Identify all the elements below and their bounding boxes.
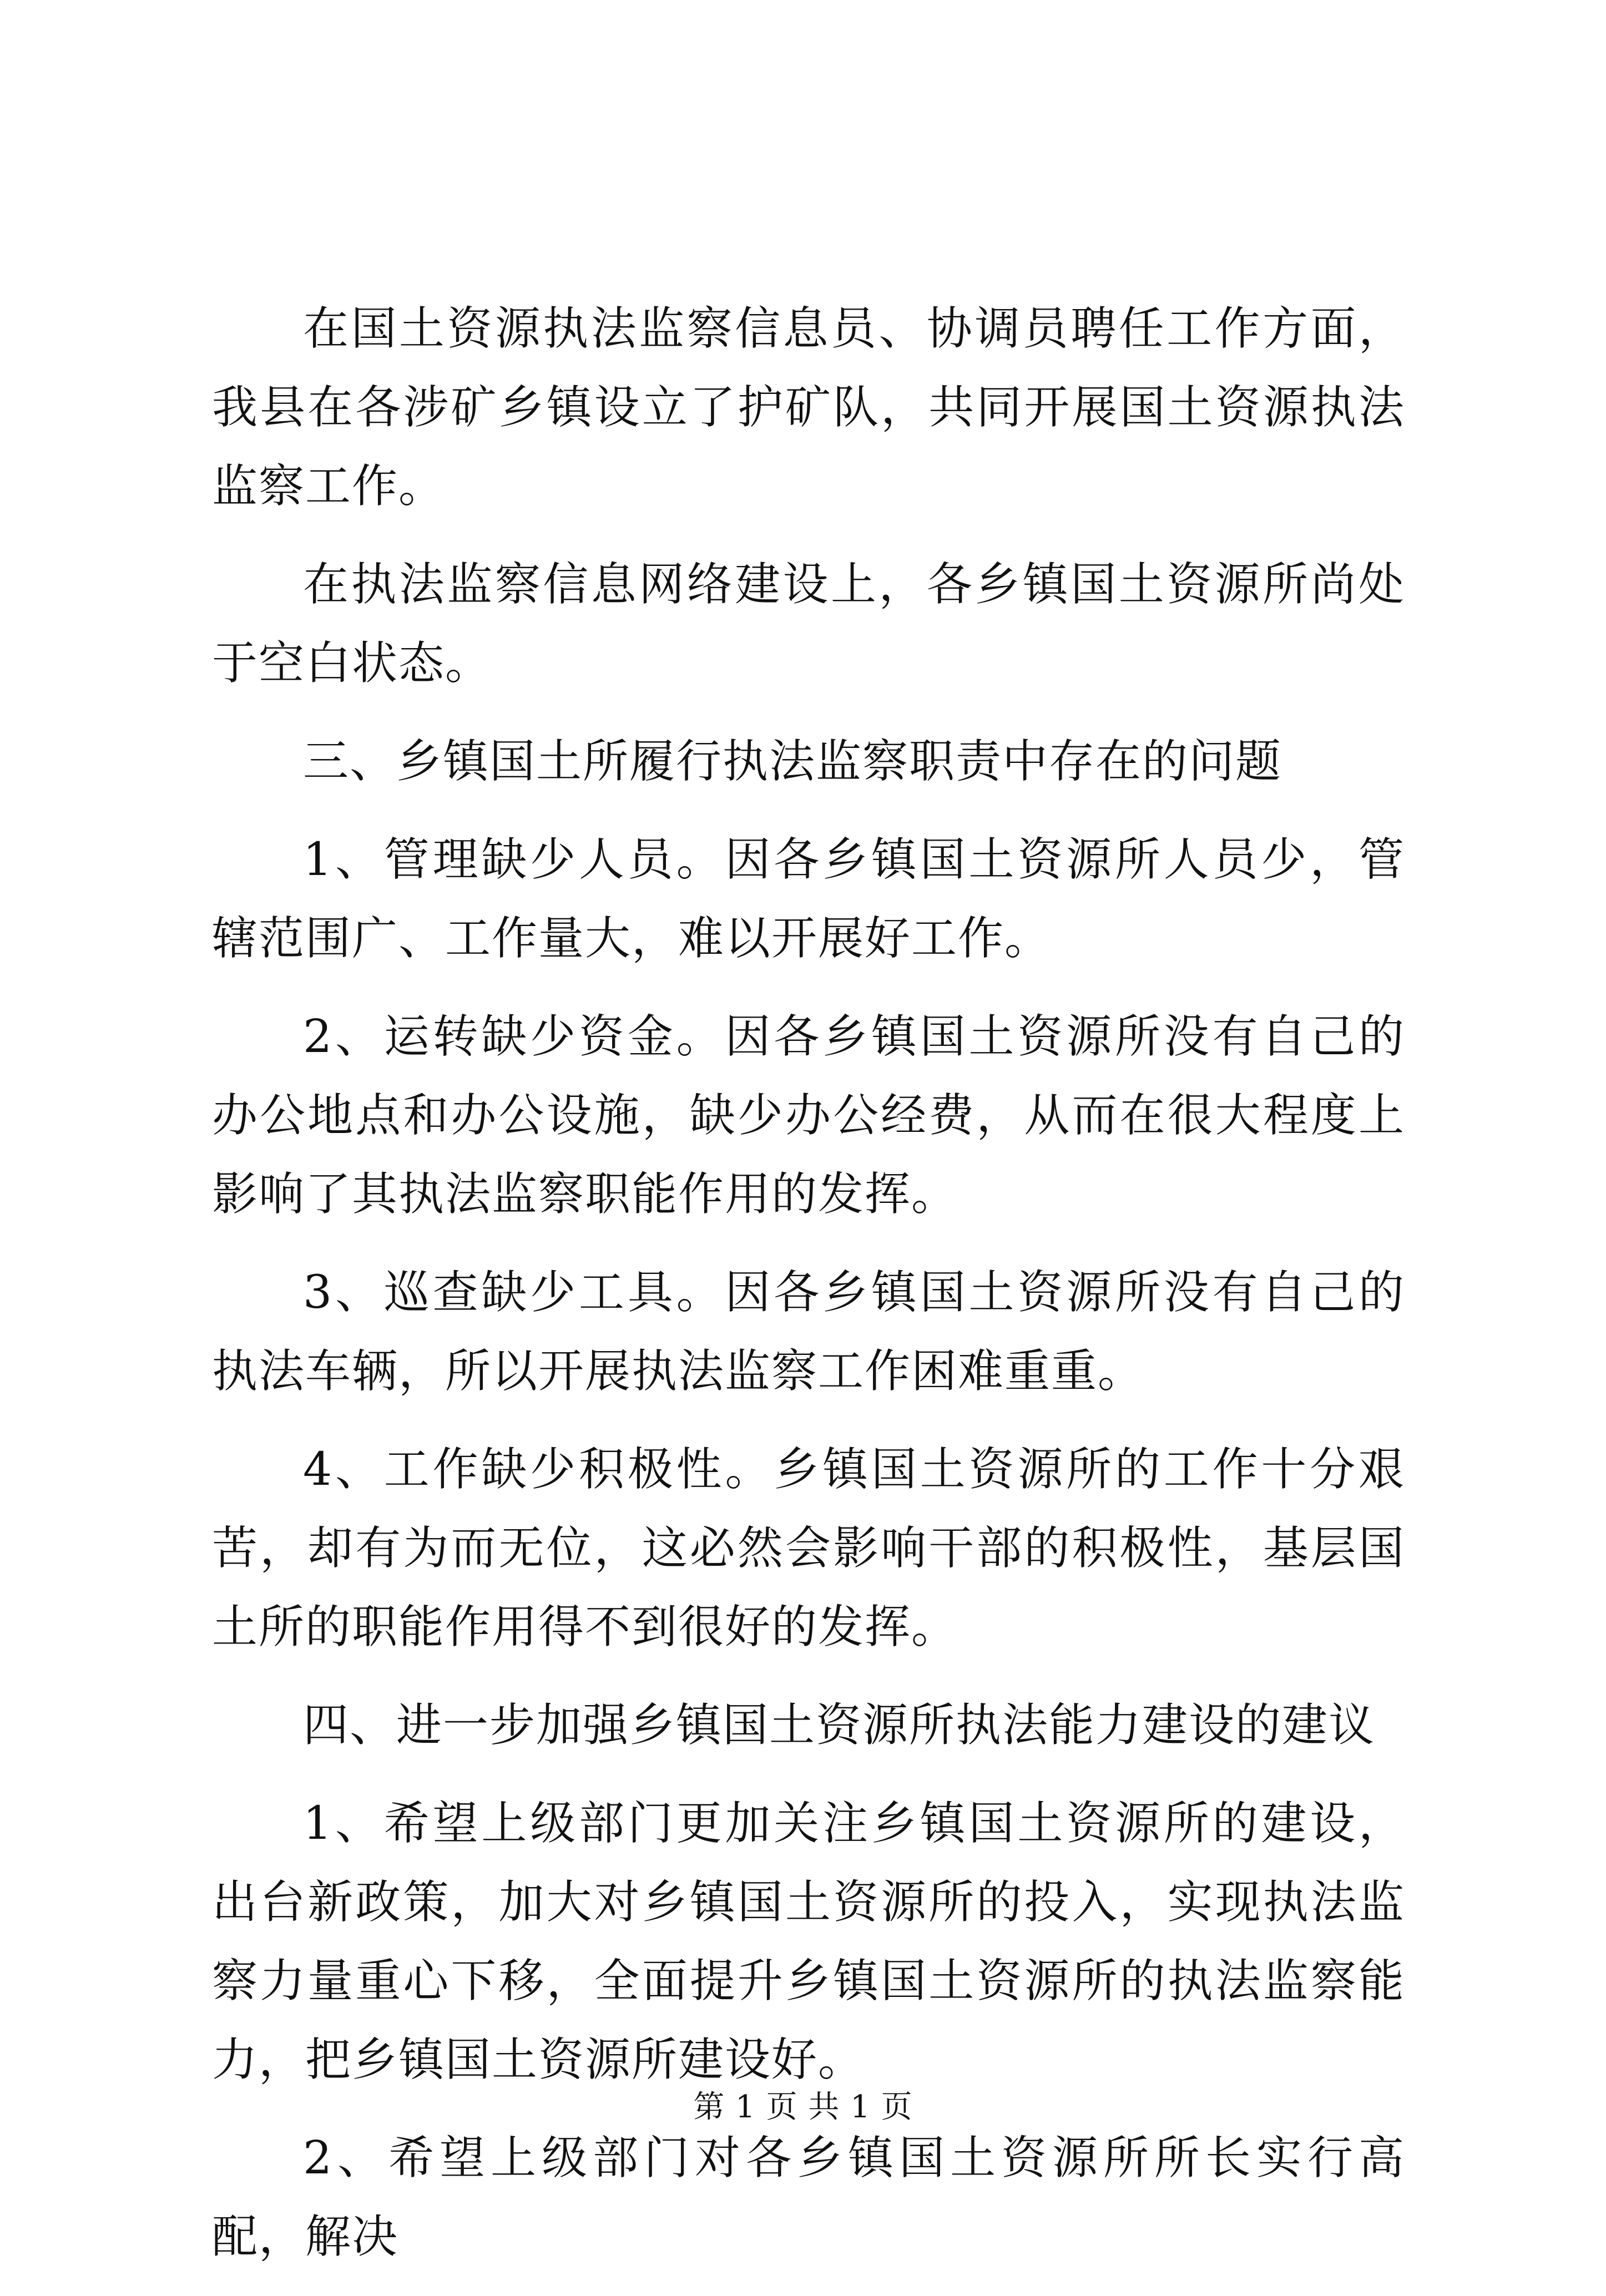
paragraph-3-3: 3、巡查缺少工具。因各乡镇国土资源所没有自己的执法车辆，所以开展执法监察工作困难重重。	[212, 1266, 1405, 1398]
paragraph-3-1: 1、管理缺少人员。因各乡镇国土资源所人员少，管辖范围广、工作量大，难以开展好工作。	[212, 833, 1405, 965]
page-number-label: 第 1 页 共 1 页	[693, 2089, 913, 2125]
page-footer	[0, 2088, 1606, 2127]
document-body	[212, 290, 1405, 2296]
paragraph-3-2: 2、运转缺少资金。因各乡镇国土资源所没有自己的办公地点和办公设施，缺少办公经费，从而在很大程度上影响了其执法监察职能作用的发挥。	[212, 1010, 1405, 1221]
section-heading-3: 三、乡镇国土所履行执法监察职责中存在的问题	[303, 735, 1282, 788]
paragraph-2: 在执法监察信息网络建设上，各乡镇国土资源所尚处于空白状态。	[212, 558, 1405, 690]
paragraph-3-4: 4、工作缺少积极性。乡镇国土资源所的工作十分艰苦，却有为而无位，这必然会影响干部的积极性，基层国土所的职能作用得不到很好的发挥。	[212, 1443, 1405, 1653]
paragraph-4-2: 2、希望上级部门对各乡镇国土资源所所长实行高配，解决	[212, 2132, 1405, 2263]
paragraph-4-1: 1、希望上级部门更加关注乡镇国土资源所的建设，出台新政策，加大对乡镇国土资源所的投入，实现执法监察力量重心下移，全面提升乡镇国土资源所的执法监察能力，把乡镇国土资源所建设好。	[212, 1797, 1405, 2086]
paragraph-1: 在国土资源执法监察信息员、协调员聘任工作方面，我县在各涉矿乡镇设立了护矿队，共同开展国土资源执法监察工作。	[212, 302, 1405, 513]
section-heading-4: 四、进一步加强乡镇国土资源所执法能力建设的建议	[303, 1699, 1376, 1752]
